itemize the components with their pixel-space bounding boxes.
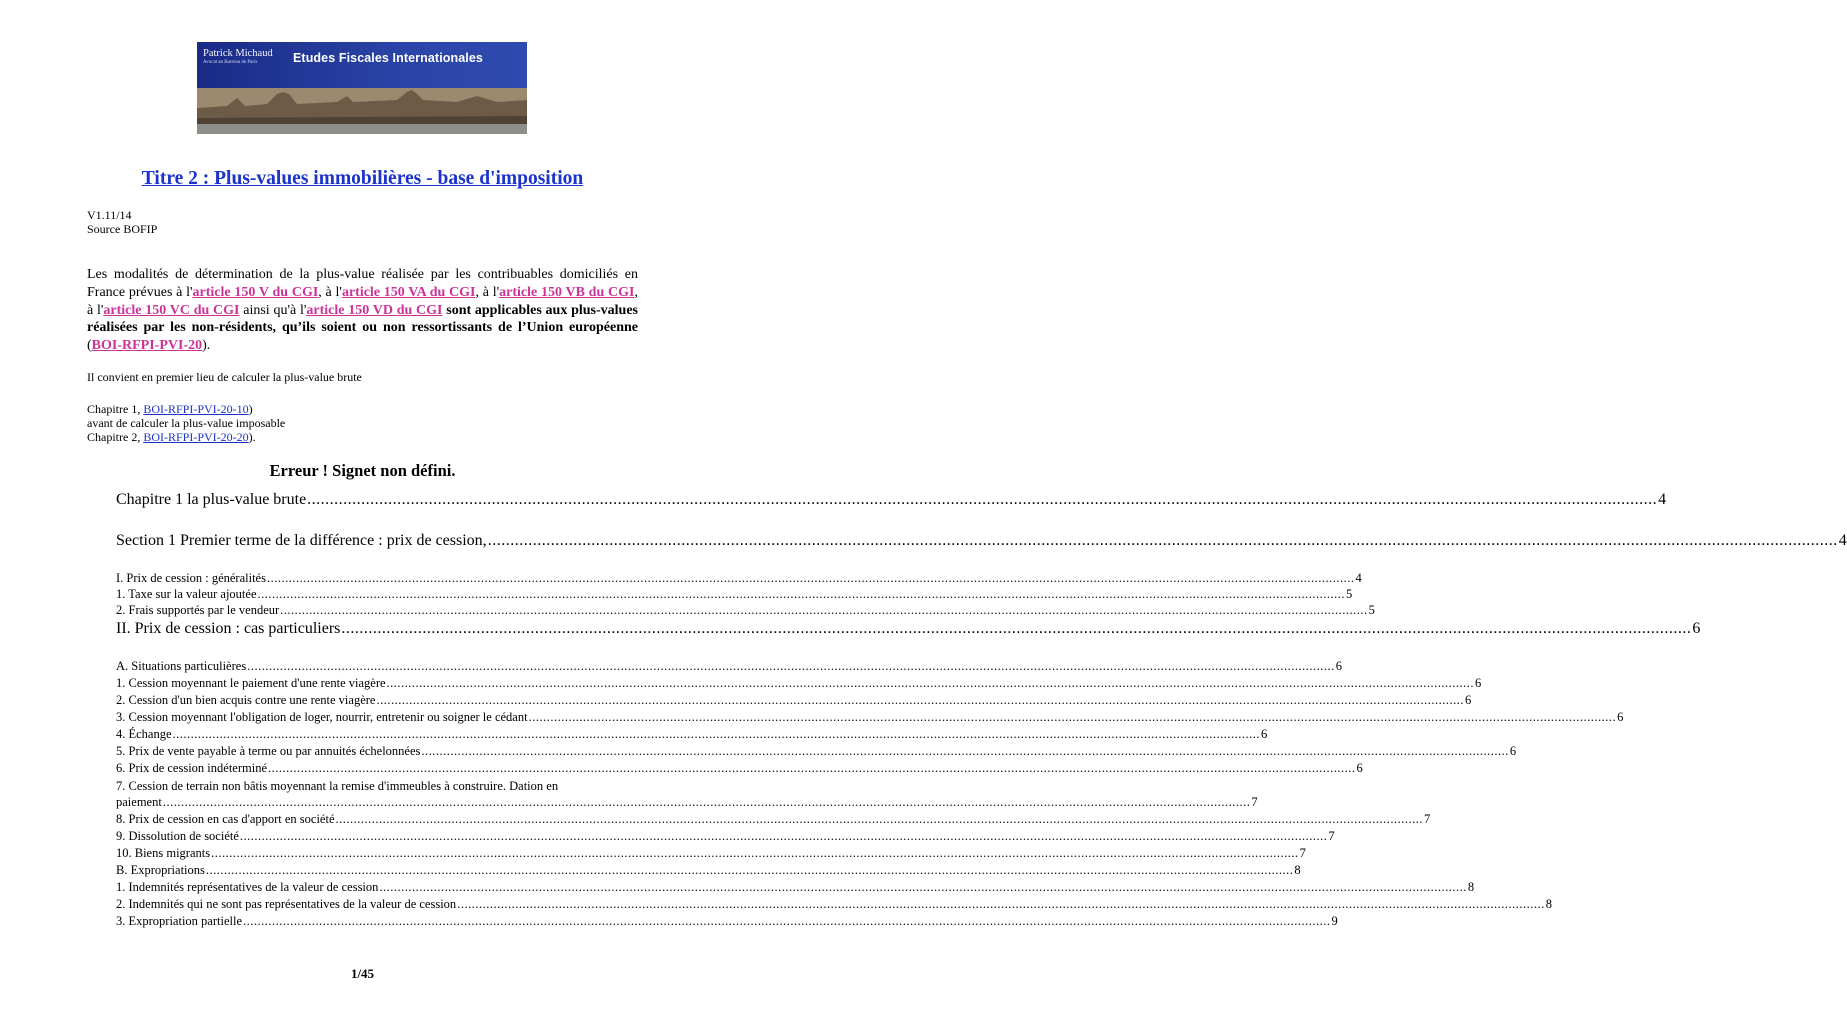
toc-leader: ............................................................................................................................................................................................................................................................................................................ [341, 620, 1692, 637]
toc-entry-text: Chapitre 1 la plus-value brute [116, 491, 307, 508]
toc-entry[interactable] [116, 491, 1667, 509]
toc-leader: ............................................................................................................................................................................................................................................................................................................ [487, 532, 1838, 549]
toc-page-number: 7 [1328, 829, 1335, 843]
toc-entry[interactable] [116, 880, 1475, 895]
toc-leader: ............................................................................................................................................................................................................................................................................................................ [268, 761, 1356, 775]
paragraph-text: Les modalités de détermination de la plus-value réalisée par les contribuables domiciliés en France prévues à l' [87, 267, 638, 300]
intro-paragraph [87, 266, 638, 355]
author-label: Patrick Michaud [203, 48, 273, 59]
toc-entry-text: 5. Prix de vente payable à terme ou par annuités échelonnées [116, 744, 421, 758]
toc-entry-text: A. Situations particulières [116, 659, 247, 673]
toc-leader: ............................................................................................................................................................................................................................................................................................................ [376, 693, 1464, 707]
toc-page-number: 4 [1355, 571, 1362, 585]
toc-page-number: 8 [1294, 863, 1301, 877]
paragraph-text: , à l' [87, 284, 638, 318]
toc-entry-text: 2. Indemnités qui ne sont pas représentatives de la valeur de cession [116, 897, 457, 911]
chapter-references [87, 402, 285, 444]
toc-page-number: 6 [1617, 710, 1624, 724]
toc-leader: ............................................................................................................................................................................................................................................................................................................ [266, 571, 1355, 585]
toc-entry-text: Section 1 Premier terme de la différence : prix de cession, [116, 532, 487, 549]
author-subtitle: Avocat au Barreau de Paris [203, 60, 258, 65]
page-number-footer: 1/45 [350, 966, 375, 981]
paragraph-text: ( [87, 338, 92, 354]
toc-leader: ............................................................................................................................................................................................................................................................................................................ [528, 710, 1617, 724]
toc-entry[interactable] [116, 914, 1338, 929]
toc-entry[interactable] [116, 795, 1258, 810]
toc-leader: ............................................................................................................................................................................................................................................................................................................ [457, 897, 1545, 911]
toc-entry[interactable] [116, 846, 1306, 861]
toc-entry[interactable] [116, 659, 1342, 674]
toc-entry[interactable] [116, 587, 1353, 602]
toc-entry-text: 3. Expropriation partielle [116, 914, 243, 928]
chapter-2-prefix: Chapitre 2, [87, 430, 144, 444]
toc-page-number: 6 [1509, 744, 1517, 758]
toc-entry-text: 3. Cession moyennant l'obligation de loger, nourrir, entretenir ou soigner le cédant [116, 710, 528, 724]
toc-entry[interactable] [116, 744, 1517, 759]
toc-page-number: 6 [1335, 659, 1342, 673]
paragraph-text: , à l' [475, 284, 500, 300]
toc-entry-text: 8. Prix de cession en cas d'apport en société [116, 812, 335, 826]
toc-page-number: 6 [1464, 693, 1472, 707]
toc-entry-text: 1. Taxe sur la valeur ajoutée [116, 587, 257, 601]
link-boi-rfpi-pvi-20-20[interactable]: BOI-RFPI-PVI-20-20 [143, 430, 249, 444]
toc-entry[interactable] [116, 693, 1472, 708]
toc-entry[interactable] [116, 863, 1301, 878]
source-text: Source BOFIP [87, 222, 158, 236]
toc-entry[interactable] [116, 897, 1552, 912]
toc-leader: ............................................................................................................................................................................................................................................................................................................ [335, 812, 1424, 826]
toc-leader: ............................................................................................................................................................................................................................................................................................................ [162, 795, 1251, 809]
toc-leader: ............................................................................................................................................................................................................................................................................................................ [205, 863, 1294, 877]
toc-leader: ............................................................................................................................................................................................................................................................................................................ [247, 659, 1335, 673]
toc-leader: ............................................................................................................................................................................................................................................................................................................ [307, 491, 1658, 508]
middle-line: avant de calculer la plus-value imposable [87, 416, 286, 430]
version-block [87, 208, 157, 236]
toc-entry-text: II. Prix de cession : cas particuliers [116, 620, 341, 637]
toc-entry-text: 9. Dissolution de société [116, 829, 239, 843]
paragraph-bold-text: sont applicables aux plus-values réalisées par les non-résidents, qu’ils soient ou non ressortissants de l’Union européenne [87, 302, 639, 336]
link-article-150-va[interactable]: article 150 VA du CGI [341, 284, 476, 300]
link-article-150-vb[interactable]: article 150 VB du CGI [499, 284, 635, 300]
toc-leader: ............................................................................................................................................................................................................................................................................................................ [280, 603, 1368, 617]
toc-entry[interactable] [116, 676, 1482, 691]
toc-entry[interactable] [116, 761, 1363, 776]
link-boi-rfpi-pvi-20[interactable]: BOI-RFPI-PVI-20 [91, 338, 203, 354]
link-article-150-v[interactable]: article 150 V du CGI [192, 284, 319, 300]
toc-entry-text: I. Prix de cession : généralités [116, 571, 266, 585]
chapter-1-line [87, 402, 285, 416]
toc-entry[interactable] [116, 603, 1375, 618]
toc-entry[interactable] [116, 710, 1624, 725]
author-name [203, 48, 273, 65]
toc-page-number: 7 [1251, 795, 1258, 809]
page-title: Titre 2 : Plus-values immobilières - base d'imposition [141, 168, 584, 189]
toc-page-number: 6 [1475, 676, 1482, 690]
link-boi-rfpi-pvi-20-10[interactable]: BOI-RFPI-PVI-20-10 [143, 402, 249, 416]
toc-leader: ............................................................................................................................................................................................................................................................................................................ [243, 914, 1331, 928]
paragraph-text: ). [202, 338, 211, 354]
toc-entry-text: 2. Cession d'un bien acquis contre une rente viagère [116, 693, 376, 707]
toc-entry-text: 10. Biens migrants [116, 846, 211, 860]
toc-leader: ............................................................................................................................................................................................................................................................................................................ [386, 676, 1475, 690]
toc-entry[interactable] [116, 812, 1431, 827]
toc-leader: ............................................................................................................................................................................................................................................................................................................ [257, 587, 1346, 601]
toc-leader: ............................................................................................................................................................................................................................................................................................................ [172, 727, 1261, 741]
toc-entry-text: 6. Prix de cession indéterminé [116, 761, 268, 775]
link-article-150-vc[interactable]: article 150 VC du CGI [103, 302, 240, 318]
toc-entry[interactable] [116, 532, 1847, 550]
intro-line: Il convient en premier lieu de calculer la plus-value brute [87, 370, 362, 384]
toc-page-number: 7 [1424, 812, 1431, 826]
toc-leader: ............................................................................................................................................................................................................................................................................................................ [211, 846, 1299, 860]
toc-entry[interactable] [116, 620, 1701, 638]
toc-heading: Erreur ! Signet non défini. [269, 461, 456, 480]
chapter-1-prefix: Chapitre 1, [87, 402, 144, 416]
toc-page-number: 4 [1658, 491, 1667, 508]
toc-page-number: 5 [1346, 587, 1353, 601]
paris-skyline-image [197, 88, 527, 134]
toc-page-number: 8 [1467, 880, 1475, 894]
chapter-2-line [87, 430, 285, 444]
toc-page-number: 6 [1261, 727, 1268, 741]
toc-entry-text: B. Expropriations [116, 863, 205, 877]
toc-entry-text: paiement [116, 795, 162, 809]
brand-title: Etudes Fiscales Internationales [293, 51, 483, 65]
toc-entry-text: 1. Cession moyennant le paiement d'une rente viagère [116, 676, 386, 690]
toc-entry-text: 2. Frais supportés par le vendeur [116, 603, 280, 617]
chapter-2-suffix: ). [248, 430, 256, 444]
paragraph-text: , à l' [318, 284, 342, 300]
link-article-150-vd[interactable]: article 150 VD du CGI [306, 302, 443, 318]
header-banner [197, 42, 527, 134]
toc-entry[interactable] [116, 829, 1335, 844]
toc-entry-text: 1. Indemnités représentatives de la valeur de cession [116, 880, 379, 894]
toc-page-number: 9 [1331, 914, 1338, 928]
toc-leader: ............................................................................................................................................................................................................................................................................................................ [421, 744, 1509, 758]
toc-page-number: 6 [1692, 620, 1701, 637]
chapter-1-suffix: ) [248, 402, 253, 416]
toc-entry[interactable] [116, 571, 1362, 586]
toc-page-number: 7 [1299, 846, 1306, 860]
toc-leader: ............................................................................................................................................................................................................................................................................................................ [379, 880, 1467, 894]
version-text: V1.11/14 [87, 208, 132, 222]
toc-entry[interactable] [116, 727, 1268, 742]
toc-page-number: 8 [1545, 897, 1552, 911]
toc-page-number: 5 [1368, 603, 1375, 617]
toc-leader: ............................................................................................................................................................................................................................................................................................................ [239, 829, 1328, 843]
toc-entry-text: 4. Échange [116, 727, 172, 741]
toc-entry-wrapped-first-line[interactable]: 7. Cession de terrain non bâtis moyennant la remise d'immeubles à construire. Dation en [116, 779, 559, 793]
toc-page-number: 6 [1356, 761, 1363, 775]
paragraph-text: ainsi qu'à l' [239, 302, 307, 318]
toc-page-number: 4 [1838, 532, 1847, 549]
